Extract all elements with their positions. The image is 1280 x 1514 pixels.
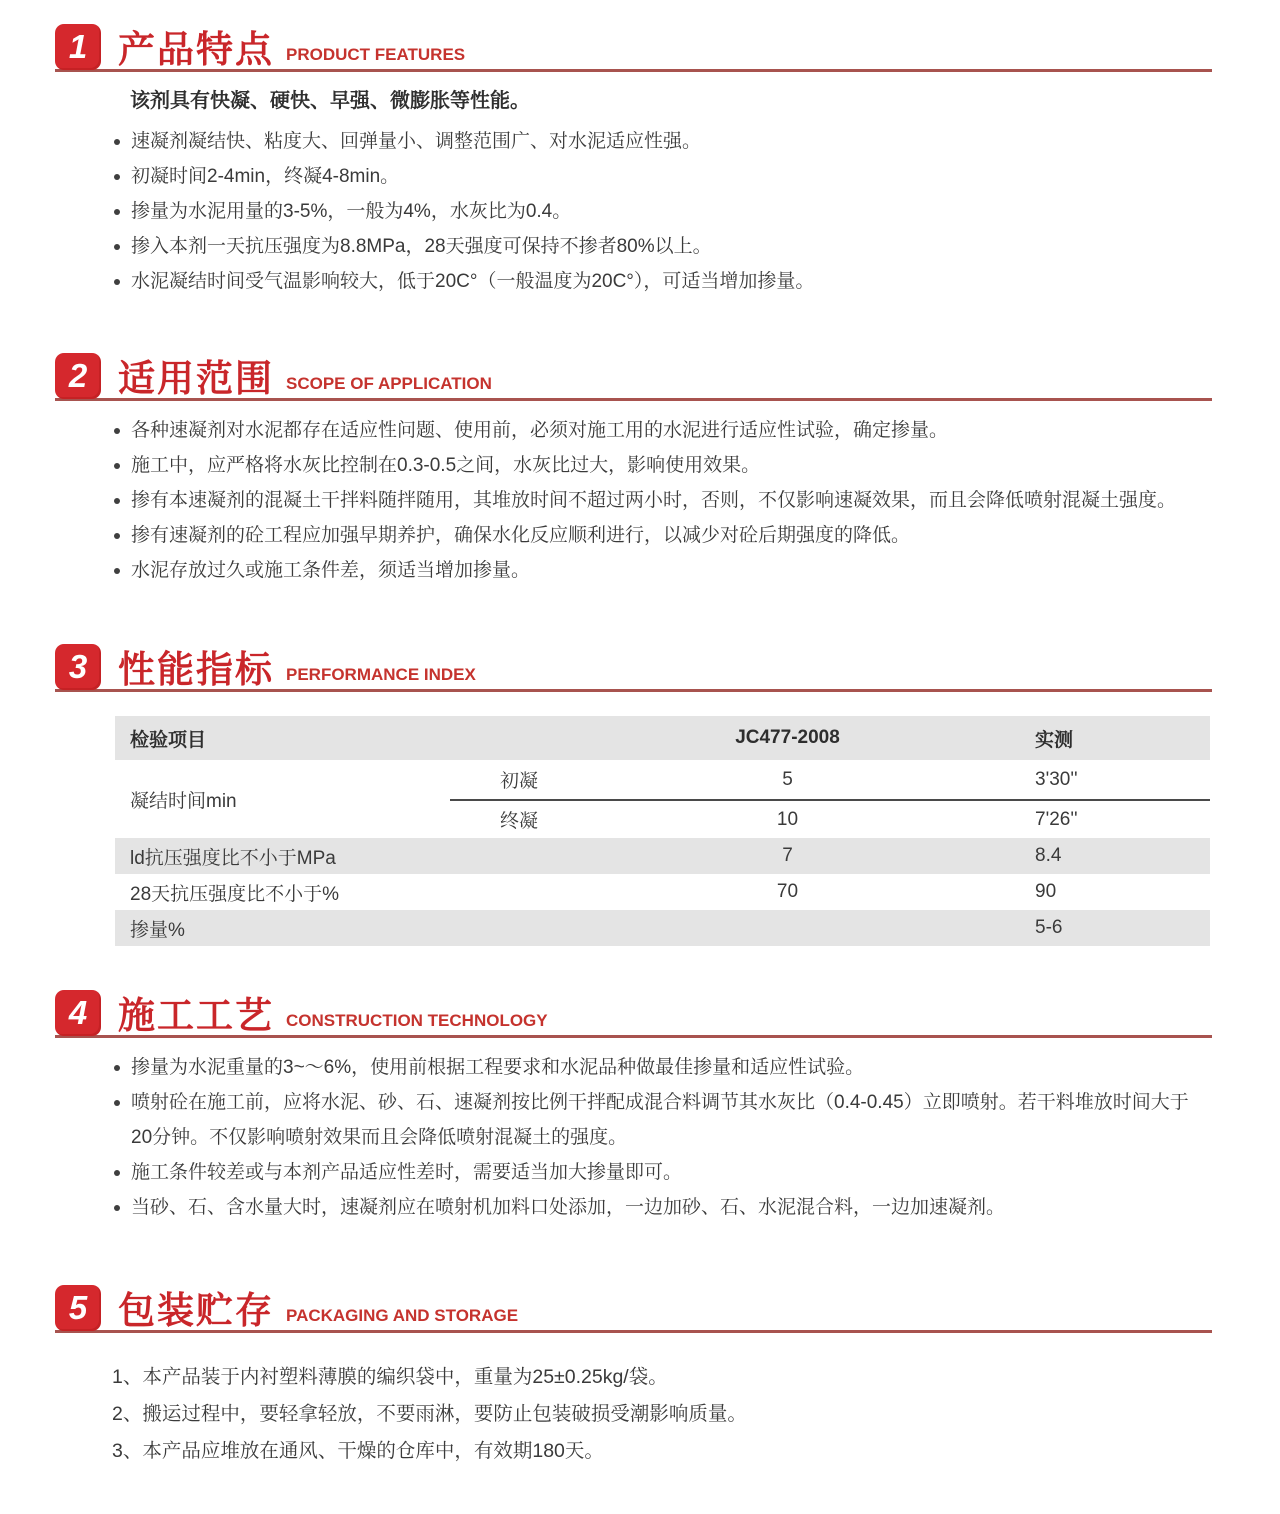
subrow-standard-value: 5 <box>782 768 793 790</box>
section-5-number-badge: 5 <box>55 1285 101 1331</box>
table-header-standard: JC477-2008 <box>735 727 840 748</box>
scope-bullet: 水泥存放过久或施工条件差，须适当增加掺量。 <box>112 553 1197 588</box>
construction-bullet: 掺量为水泥重量的3~～6%，使用前根据工程要求和水泥品种做最佳掺量和适应性试验。 <box>112 1050 1197 1085</box>
table-row-28d-strength <box>115 874 1210 910</box>
scope-bullet: 施工中，应严格将水灰比控制在0.3-0.5之间，水灰比过大，影响使用效果。 <box>112 448 1197 483</box>
table-header-measured: 实测 <box>1035 729 1074 751</box>
feature-bullet: 初凝时间2-4min，终凝4-8min。 <box>112 159 1197 194</box>
scope-bullet: 各种速凝剂对水泥都存在适应性问题、使用前，必须对施工用的水泥进行适应性试验，确定掺量。 <box>112 413 1197 448</box>
section-performance-index <box>0 642 1280 946</box>
section-scope-of-application <box>0 351 1280 588</box>
section-5-header <box>55 1283 1212 1333</box>
feature-bullet: 掺入本剂一天抗压强度为8.8MPa，28天强度可保持不掺者80%以上。 <box>112 229 1197 264</box>
section-4-subtitle: CONSTRUCTION TECHNOLOGY <box>286 1011 548 1030</box>
construction-bullet: 当砂、石、含水量大时，速凝剂应在喷射机加料口处添加，一边加砂、石、水泥混合料，一边加速凝剂。 <box>112 1190 1197 1225</box>
section-3-title: 性能指标 <box>118 649 274 690</box>
subrow-name: 终凝 <box>500 811 539 832</box>
feature-bullet: 掺量为水泥用量的3-5%，一般为4%，水灰比为0.4。 <box>112 194 1197 229</box>
row-measured-value: 8.4 <box>1035 845 1062 866</box>
section-2-title: 适用范围 <box>118 358 274 399</box>
section-2-subtitle: SCOPE OF APPLICATION <box>286 374 492 393</box>
table-row-1d-strength <box>115 838 1210 874</box>
construction-bullet-list <box>112 1050 1197 1225</box>
section-3-header <box>55 642 1212 692</box>
section-construction-technology <box>0 988 1280 1225</box>
section-1-subtitle: PRODUCT FEATURES <box>286 45 466 64</box>
section-1-title: 产品特点 <box>118 29 274 70</box>
packaging-item: 3、本产品应堆放在通风、干燥的仓库中，有效期180天。 <box>112 1440 604 1462</box>
subrow-measured-value: 7'26'' <box>1035 808 1078 830</box>
features-bullet-list <box>112 124 1197 299</box>
section-2-header <box>55 351 1212 401</box>
features-intro-line: 该剂具有快凝、硬快、早强、微膨胀等性能。 <box>130 90 530 112</box>
section-5-title: 包装贮存 <box>118 1290 274 1331</box>
section-3-number-badge: 3 <box>55 644 101 690</box>
scope-bullet: 掺有速凝剂的砼工程应加强早期养护，确保水化反应顺利进行，以减少对砼后期强度的降低。 <box>112 518 1197 553</box>
subrow-standard-value: 10 <box>776 808 799 830</box>
row-standard-value: 7 <box>782 845 793 866</box>
packaging-item: 1、本产品装于内衬塑料薄膜的编织袋中，重量为25±0.25kg/袋。 <box>112 1366 668 1388</box>
section-packaging-storage <box>0 1283 1280 1470</box>
row-standard-value: 70 <box>776 881 799 902</box>
row-measured-value: 90 <box>1035 881 1057 902</box>
section-4-number-badge: 4 <box>55 990 101 1036</box>
packaging-item: 2、搬运过程中，要轻拿轻放，不要雨淋，要防止包装破损受潮影响质量。 <box>112 1403 747 1425</box>
row-label: ld抗压强度比不小于MPa <box>130 847 336 869</box>
section-4-header <box>55 988 1212 1038</box>
subrow-measured-value: 3'30'' <box>1035 768 1078 790</box>
feature-bullet: 速凝剂凝结快、粘度大、回弹量小、调整范围广、对水泥适应性强。 <box>112 124 1197 159</box>
performance-table <box>115 716 1210 946</box>
construction-bullet: 喷射砼在施工前，应将水泥、砂、石、速凝剂按比例干拌配成混合料调节其水灰比（0.4-0.45）立即喷射。若干料堆放时间大于20分钟。不仅影响喷射效果而且会降低喷射混凝土的强度。 <box>112 1085 1197 1155</box>
section-4-title: 施工工艺 <box>118 995 274 1036</box>
scope-bullet-list <box>112 413 1197 588</box>
table-subrow-final-set <box>450 799 1210 838</box>
scope-bullet: 掺有本速凝剂的混凝土干拌料随拌随用，其堆放时间不超过两小时，否则，不仅影响速凝效果，而且会降低喷射混凝土强度。 <box>112 483 1197 518</box>
section-product-features <box>0 22 1280 299</box>
section-1-number-badge: 1 <box>55 24 101 70</box>
table-row-dosage <box>115 910 1210 946</box>
table-header-row <box>115 716 1210 760</box>
section-3-subtitle: PERFORMANCE INDEX <box>286 665 476 684</box>
feature-bullet: 水泥凝结时间受气温影响较大，低于20C°（一般温度为20C°），可适当增加掺量。 <box>112 264 1197 299</box>
section-1-header <box>55 22 1212 72</box>
section-5-subtitle: PACKAGING AND STORAGE <box>286 1306 519 1325</box>
table-header-item: 检验项目 <box>130 729 207 751</box>
setting-time-label: 凝结时间min <box>130 790 237 812</box>
row-label: 28天抗压强度比不小于% <box>130 883 340 905</box>
row-measured-value: 5-6 <box>1035 917 1063 938</box>
table-row-setting-time <box>115 760 1210 838</box>
subrow-name: 初凝 <box>500 771 539 792</box>
row-label: 掺量% <box>130 919 185 941</box>
setting-time-subrows <box>450 760 1210 838</box>
table-subrow-initial-set <box>450 760 1210 799</box>
packaging-numbered-list <box>112 1359 1197 1470</box>
construction-bullet: 施工条件较差或与本剂产品适应性差时，需要适当加大掺量即可。 <box>112 1155 1197 1190</box>
section-2-number-badge: 2 <box>55 353 101 399</box>
